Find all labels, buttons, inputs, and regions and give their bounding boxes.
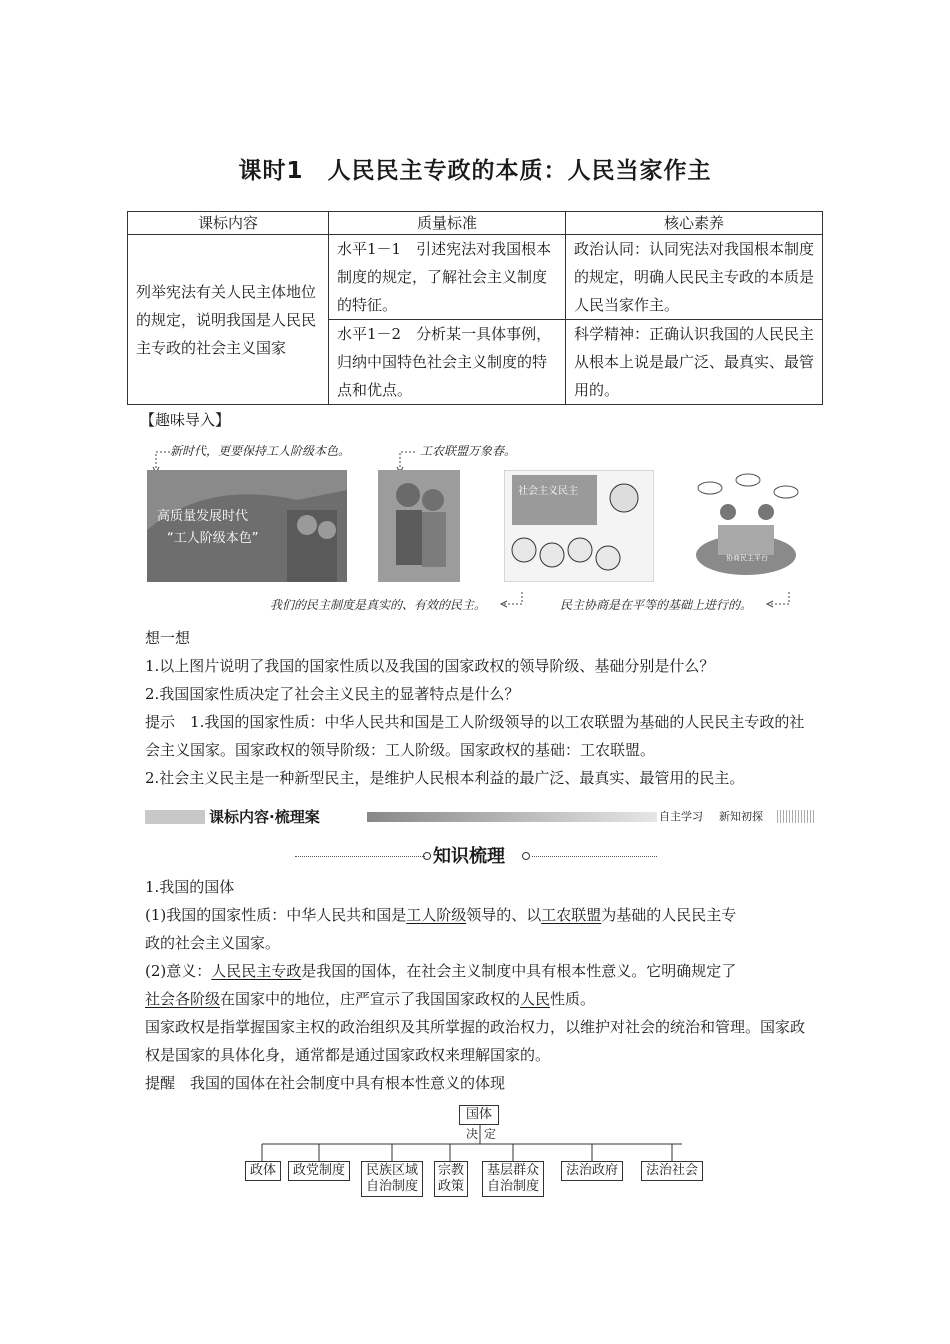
diagram-child: 宗教政策: [434, 1161, 468, 1197]
page-title: 课时1 人民民主专政的本质：人民当家作主: [238, 158, 712, 184]
table-cell: 政治认同：认同宪法对我国根本制度的规定，明确人民民主专政的本质是人民当家作主。: [566, 235, 823, 320]
diagram-child: 法治政府: [561, 1161, 623, 1181]
heading-rule-left: [295, 856, 425, 857]
banner-right-2: 新知初探: [719, 810, 763, 823]
table-header: 核心素养: [566, 212, 823, 235]
text: 领导的、以: [466, 906, 542, 924]
caption-2: 工农联盟万象春。: [420, 444, 517, 458]
banner-right-1: 自主学习: [659, 810, 703, 823]
reminder-text: 我国的国体在社会制度中具有根本性意义的体现: [190, 1074, 506, 1092]
caption-4: 民主协商是在平等的基础上进行的。: [560, 598, 753, 612]
table-cell: 水平1－1 引述宪法对我国根本制度的规定，了解社会主义制度的特征。: [329, 235, 566, 320]
poster-text-1: 高质量发展时代: [157, 509, 249, 524]
poster-text-2: “工人阶级本色”: [167, 531, 259, 546]
text: 性质。: [550, 990, 596, 1008]
reminder: [145, 1069, 815, 1097]
section-1-title: 1.我国的国体: [145, 878, 235, 896]
text: (2)意义：: [145, 962, 212, 980]
heading-dot-left: [423, 852, 431, 860]
diagram-child: 基层群众自治制度: [482, 1161, 544, 1197]
worker-farmer-image: [378, 470, 460, 582]
classroom-cartoon-image: [504, 470, 654, 582]
table-cell: 列举宪法有关人民主体地位的规定，说明我国是人民民主专政的社会主义国家: [128, 235, 329, 405]
reminder-label: 提醒: [145, 1074, 176, 1092]
blank-answer: 人民民主专政: [211, 962, 302, 980]
knowledge-heading: 知识梳理: [433, 846, 505, 867]
text: 是我国的国体，在社会主义制度中具有根本性意义。它明确规定了: [301, 962, 737, 980]
blank-answer: 人民: [520, 990, 551, 1008]
banner-title: 课标内容·梳理案: [209, 808, 320, 826]
blank-answer: 工人阶级: [406, 906, 467, 924]
text: (1)我国的国家性质：中华人民共和国是: [145, 906, 407, 924]
caption-3: 我们的民主制度是真实的、有效的民主。: [270, 598, 487, 612]
think-heading: 想一想: [145, 629, 191, 647]
table-cell: 科学精神：正确认识我国的人民民主从根本上说是最广泛、最真实、最管用的。: [566, 320, 823, 405]
curriculum-standards-table: [127, 211, 823, 405]
text: 政的社会主义国家。: [145, 934, 281, 952]
question-1: 1.以上图片说明了我国的国家性质以及我国的国家政权的领导阶级、基础分别是什么？: [145, 657, 715, 675]
heading-dot-right: [522, 852, 530, 860]
banner-bar-mid: [367, 812, 657, 822]
blank-answer: 工农联盟: [541, 906, 602, 924]
answer-1: 1.我国的国家性质：中华人民共和国是工人阶级领导的以工农联盟为基础的人民民主专政的社会主义国家。国家政权的领导阶级：工人阶级。国家政权的基础：工农联盟。: [145, 713, 805, 759]
platform-label: 协商民主平台: [726, 554, 768, 562]
intro-heading: 【趣味导入】: [140, 411, 231, 429]
paragraph-state-power: 国家政权是指掌握国家主权的政治组织及其所掌握的政治权力，以维护对社会的统治和管理。国家政权是国家的具体化身，通常都是通过国家政权来理解国家的。: [145, 1018, 806, 1064]
diagram-child: 法治社会: [641, 1161, 703, 1181]
paragraph-nature: [145, 901, 815, 957]
blank-answer: 社会各阶级: [145, 990, 221, 1008]
diagram-child: 民族区域自治制度: [361, 1161, 423, 1197]
paragraph-significance: [145, 957, 815, 1013]
hint-label: 提示: [145, 713, 176, 731]
section-banner: [145, 808, 815, 826]
banner-bar-right: [777, 810, 815, 823]
question-2: 2.我国国家性质决定了社会主义民主的显著特点是什么？: [145, 685, 520, 703]
worker-poster-image: [147, 470, 347, 582]
banner-bar-left: [145, 810, 205, 824]
hint-block: [145, 708, 815, 764]
consultation-platform-image: [688, 470, 806, 582]
diagram-child: 政体: [245, 1161, 281, 1181]
text: 为基础的人民民主专: [601, 906, 737, 924]
diagram-child: 政党制度: [288, 1161, 350, 1181]
table-header: 质量标准: [329, 212, 566, 235]
table-header: 课标内容: [128, 212, 329, 235]
diagram-edge-label: 决定: [466, 1127, 503, 1141]
caption-arrows-bottom: [495, 590, 795, 615]
diagram-root: 国体: [459, 1105, 499, 1125]
text: 在国家中的地位，庄严宣示了我国国家政权的: [220, 990, 521, 1008]
board-text: 社会主义民主: [518, 486, 578, 497]
heading-rule-right: [532, 856, 657, 857]
caption-1: 新时代，更要保持工人阶级本色。: [170, 444, 351, 458]
answer-2: 2.社会主义民主是一种新型民主，是维护人民根本利益的最广泛、最真实、最管用的民主。: [145, 769, 745, 787]
table-cell: 水平1－2 分析某一具体事例，归纳中国特色社会主义制度的特点和优点。: [329, 320, 566, 405]
